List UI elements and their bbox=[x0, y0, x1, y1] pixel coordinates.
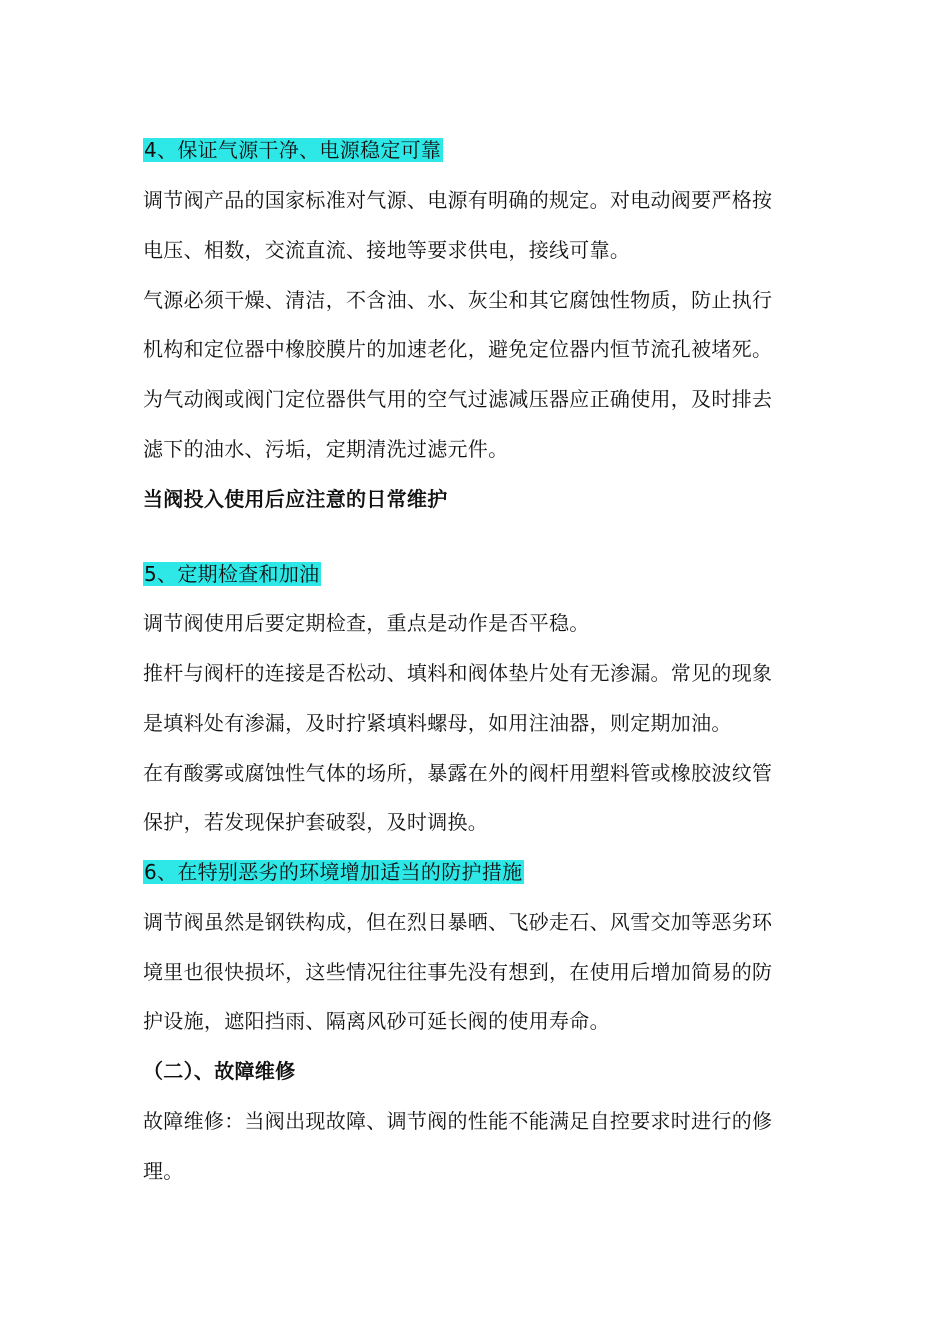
paragraph-line: 境里也很快损坏，这些情况往往事先没有想到，在使用后增加简易的防 bbox=[143, 960, 773, 984]
paragraph-line: 滤下的油水、污垢，定期清洗过滤元件。 bbox=[143, 437, 509, 461]
highlighted-text: 6、在特别恶劣的环境增加适当的防护措施 bbox=[144, 860, 523, 884]
paragraph-line: 电压、相数，交流直流、接地等要求供电，接线可靠。 bbox=[143, 238, 631, 262]
paragraph-line: 机构和定位器中橡胶膜片的加速老化，避免定位器内恒节流孔被堵死。 bbox=[143, 337, 773, 361]
daily-maintenance-heading: 当阀投入使用后应注意的日常维护 bbox=[143, 487, 448, 511]
paragraph-line: 保护，若发现保护套破裂，及时调换。 bbox=[143, 810, 489, 834]
section-6-heading bbox=[143, 859, 524, 885]
paragraph-line: 气源必须干燥、清洁，不含油、水、灰尘和其它腐蚀性物质，防止执行 bbox=[143, 288, 773, 312]
highlighted-text: 4、保证气源干净、电源稳定可靠 bbox=[144, 138, 442, 162]
paragraph-line: 在有酸雾或腐蚀性气体的场所，暴露在外的阀杆用塑料管或橡胶波纹管 bbox=[143, 761, 773, 785]
paragraph-line: 故障维修：当阀出现故障、调节阀的性能不能满足自控要求时进行的修 bbox=[143, 1109, 773, 1133]
repair-heading: （二）、故障维修 bbox=[143, 1059, 296, 1083]
paragraph-line: 护设施，遮阳挡雨、隔离风砂可延长阀的使用寿命。 bbox=[143, 1009, 610, 1033]
paragraph-line: 为气动阀或阀门定位器供气用的空气过滤减压器应正确使用，及时排去 bbox=[143, 387, 773, 411]
section-5-heading bbox=[143, 561, 321, 587]
paragraph-line: 调节阀虽然是钢铁构成，但在烈日暴晒、飞砂走石、风雪交加等恶劣环 bbox=[143, 910, 773, 934]
paragraph-line: 是填料处有渗漏，及时拧紧填料螺母，如用注油器，则定期加油。 bbox=[143, 711, 732, 735]
paragraph-line: 调节阀产品的国家标准对气源、电源有明确的规定。对电动阀要严格按 bbox=[143, 188, 773, 212]
section-4-heading bbox=[143, 137, 443, 163]
paragraph-line: 理。 bbox=[143, 1159, 184, 1183]
paragraph-line: 推杆与阀杆的连接是否松动、填料和阀体垫片处有无渗漏。常见的现象 bbox=[143, 661, 773, 685]
highlighted-text: 5、定期检查和加油 bbox=[144, 562, 320, 586]
paragraph-line: 调节阀使用后要定期检查，重点是动作是否平稳。 bbox=[143, 611, 590, 635]
